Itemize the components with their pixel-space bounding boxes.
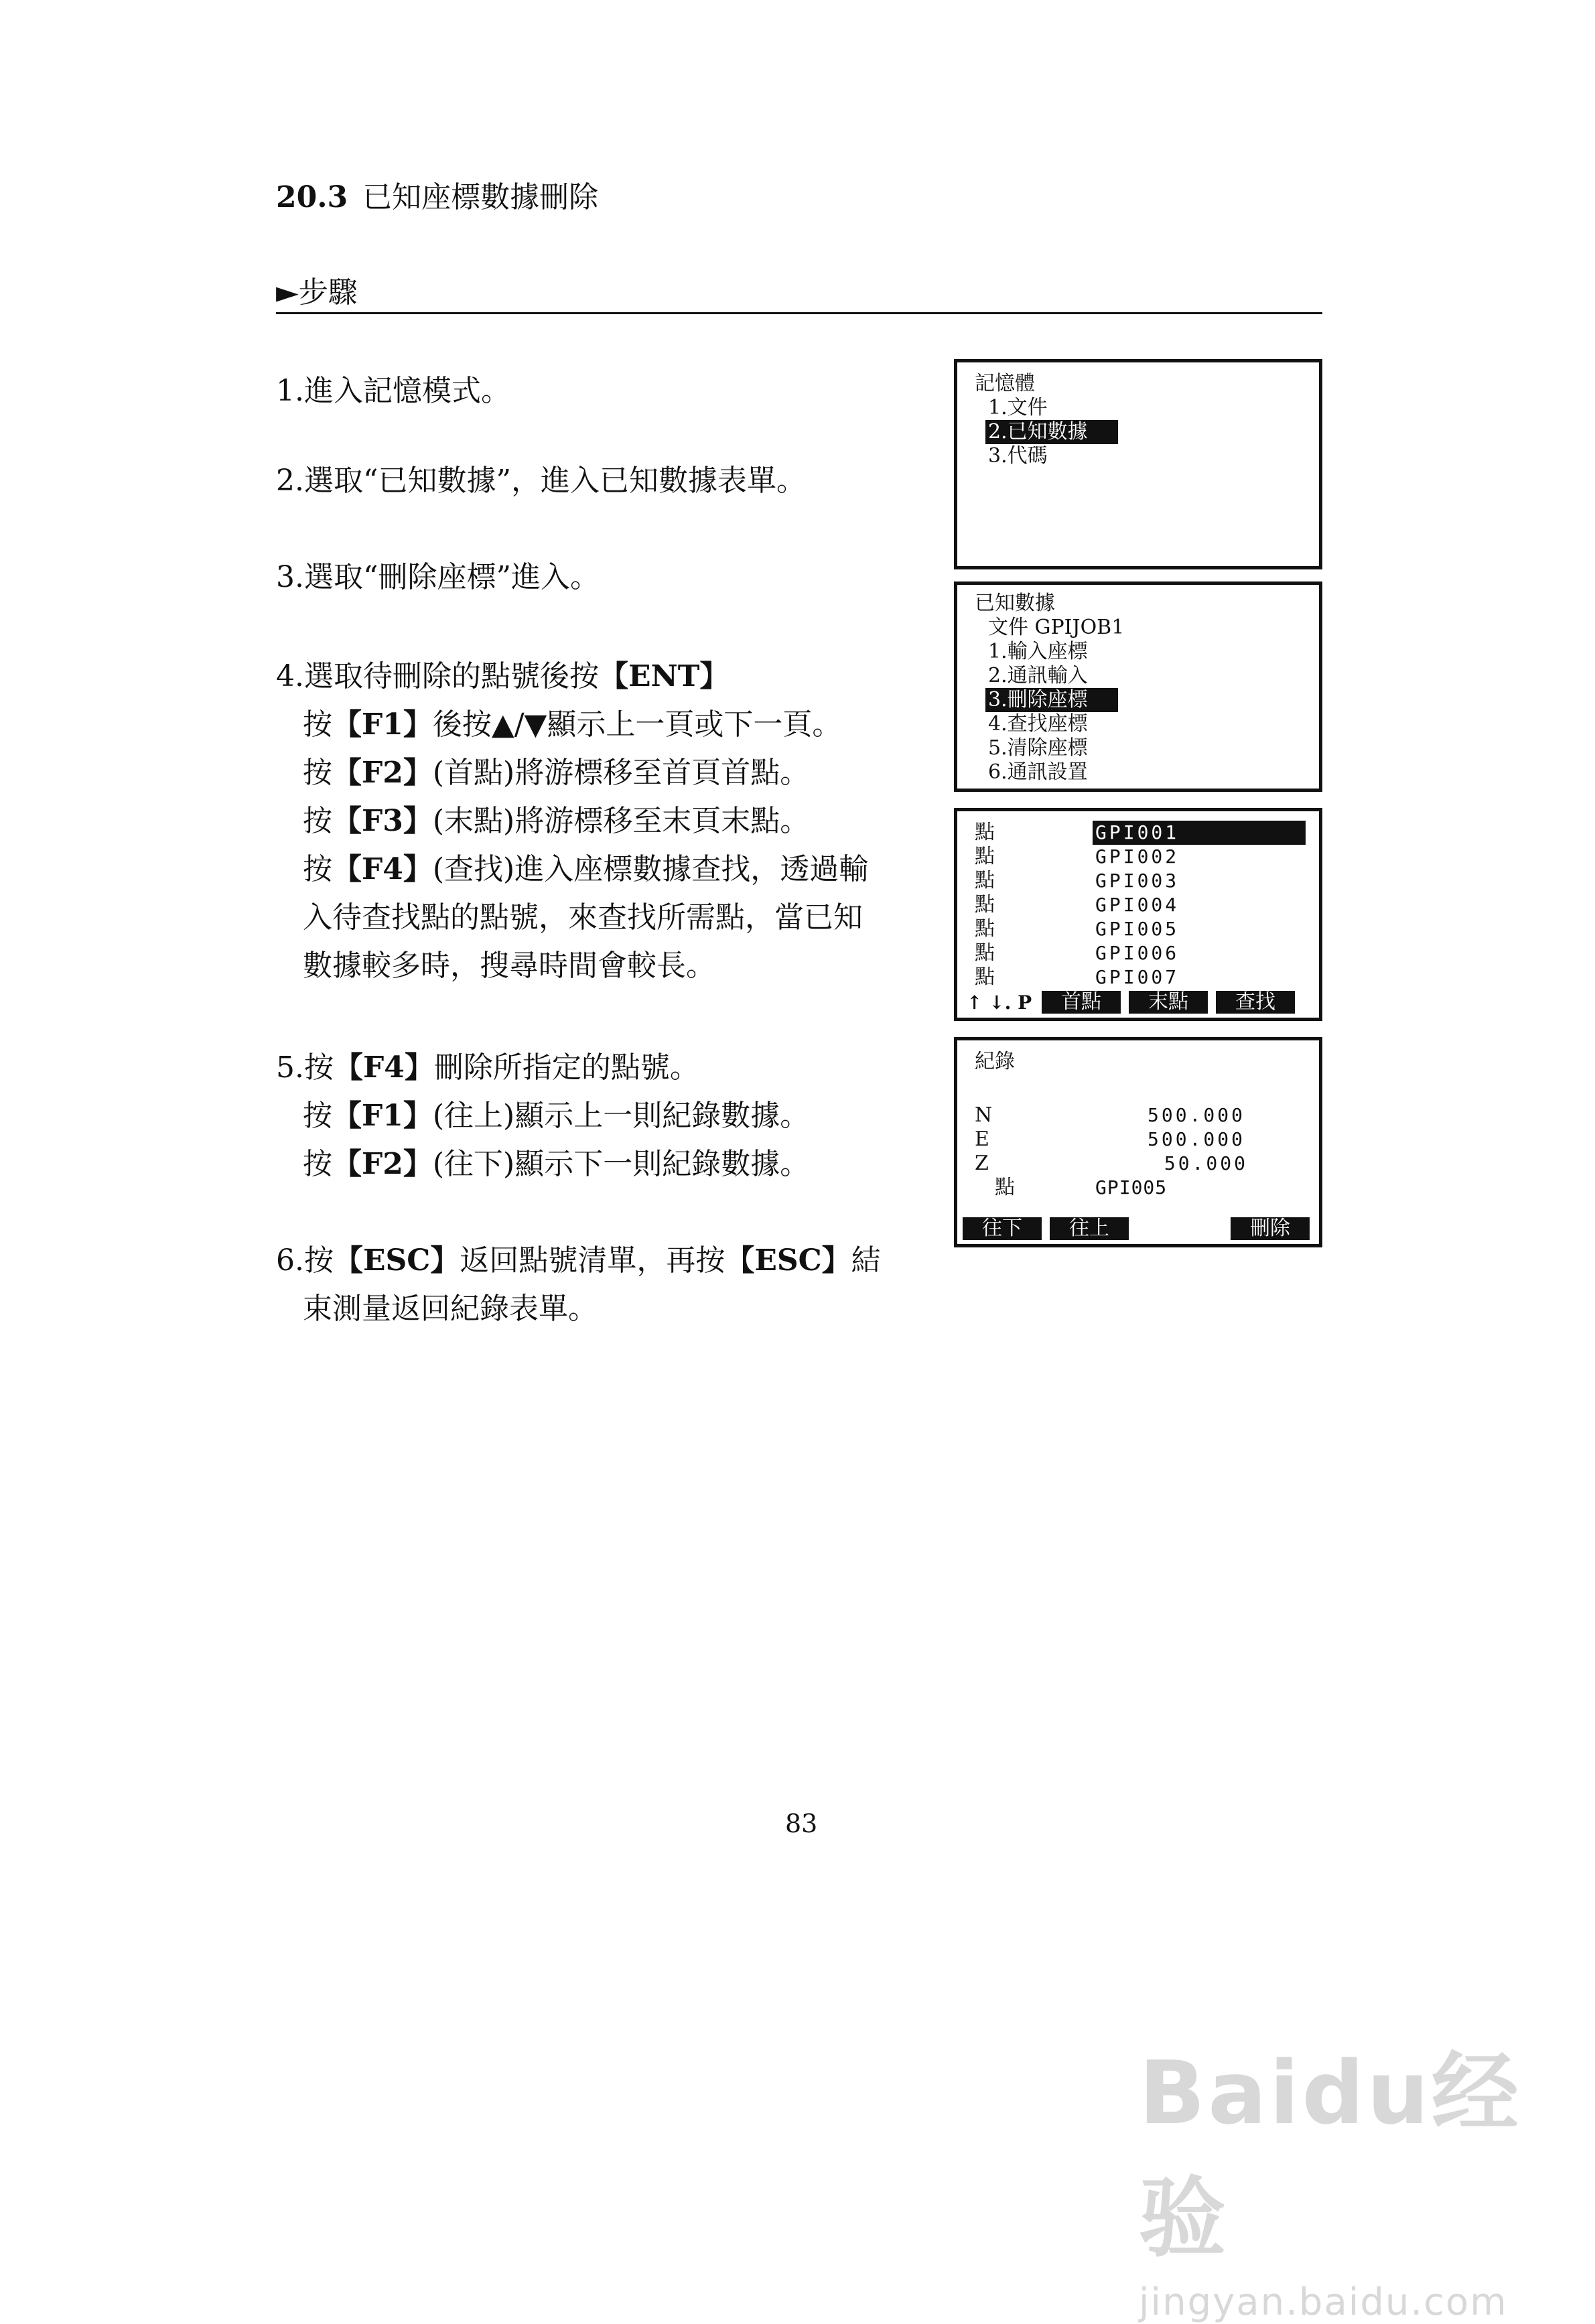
coord-value-e: 500.000: [1147, 1128, 1245, 1150]
point-id: GPI004: [1095, 894, 1180, 916]
softkey-last-point[interactable]: 末點: [1129, 991, 1208, 1014]
step-4: [276, 653, 932, 990]
screen-title: 紀錄: [975, 1050, 1015, 1073]
section-number: 20.3: [276, 180, 348, 214]
menu-item: 5.清除座標: [988, 736, 1088, 760]
menu-item: 2.通訊輸入: [988, 664, 1088, 687]
screen-title: 已知數據: [975, 592, 1055, 615]
point-label: 點: [975, 845, 995, 868]
menu-item: 1.輸入座標: [988, 640, 1088, 663]
step-line: 按【F2】(首點)將游標移至首頁首點。: [303, 756, 810, 790]
step-line: 按【F1】後按▲/▼顯示上一頁或下一頁。: [303, 707, 842, 742]
point-id: GPI003: [1095, 870, 1180, 892]
point-label: 點: [975, 941, 995, 965]
job-name: 文件 GPIJOB1: [988, 616, 1125, 639]
menu-item-selected: 3.刪除座標: [985, 688, 1118, 712]
point-label: 點: [975, 965, 995, 989]
step-line: 3.選取“刪除座標”進入。: [276, 560, 600, 594]
screen-memory-menu: [954, 359, 1322, 569]
point-id: GPI007: [1095, 966, 1180, 988]
step-line: 6.按【ESC】返回點號清單，再按【ESC】結: [276, 1243, 881, 1278]
step-line: 按【F3】(末點)將游標移至末頁末點。: [303, 804, 810, 838]
step-6: [276, 1237, 932, 1333]
point-id: GPI006: [1095, 942, 1180, 964]
step-line: 5.按【F4】刪除所指定的點號。: [276, 1050, 699, 1085]
heading-rule: [276, 312, 1322, 314]
step-line: 按【F2】(往下)顯示下一則紀錄數據。: [303, 1147, 810, 1181]
step-line: 1.進入記憶模式。: [276, 374, 510, 408]
menu-item-selected: 2.已知數據: [985, 420, 1118, 444]
step-line: 束測量返回紀錄表單。: [303, 1292, 598, 1326]
point-label: 點: [975, 869, 995, 892]
steps-label: ►步驟: [276, 275, 358, 310]
step-line: 數據較多時，搜尋時間會較長。: [303, 949, 715, 983]
baidu-watermark: [1139, 2023, 1595, 2324]
step-3: [276, 553, 932, 602]
coord-label-z: Z: [975, 1152, 989, 1175]
screen-title: 記憶體: [975, 372, 1035, 395]
step-1: [276, 367, 932, 415]
step-line: 入待查找點的點號，來查找所需點，當已知: [303, 900, 863, 935]
coord-value-z: 50.000: [1164, 1152, 1248, 1174]
screen-known-data-menu: [954, 582, 1322, 792]
watermark-url: jingyan.baidu.com: [1139, 2280, 1508, 2324]
point-label: 點: [975, 821, 995, 844]
point-label: 點: [995, 1176, 1015, 1199]
step-line: 按【F1】(往上)顯示上一則紀錄數據。: [303, 1099, 810, 1133]
point-label: 點: [975, 917, 995, 941]
point-id: GPI005: [1095, 1176, 1168, 1199]
coord-label-n: N: [975, 1103, 993, 1127]
point-id: GPI002: [1095, 845, 1180, 868]
step-line: 按【F4】(查找)進入座標數據查找，透過輸: [303, 852, 869, 886]
coord-value-n: 500.000: [1147, 1104, 1245, 1126]
watermark-brand: Baidu经验: [1139, 2042, 1521, 2269]
softkey-next[interactable]: 往下: [963, 1217, 1042, 1240]
point-id-selected: GPI001: [1093, 821, 1306, 845]
coord-label-e: E: [975, 1127, 989, 1151]
softkey-previous[interactable]: 往上: [1050, 1217, 1129, 1240]
section-heading: [276, 173, 598, 216]
screen-point-list: [954, 808, 1322, 1021]
step-5: [276, 1044, 932, 1188]
screen-record: [954, 1037, 1322, 1247]
step-line: 4.選取待刪除的點號後按【ENT】: [276, 659, 730, 693]
softkey-first-point[interactable]: 首點: [1042, 991, 1121, 1014]
point-label: 點: [975, 893, 995, 916]
step-2: [276, 457, 932, 505]
step-line: 2.選取“已知數據”，進入已知數據表單。: [276, 464, 806, 498]
softkey-find[interactable]: 查找: [1216, 991, 1295, 1014]
menu-item: 3.代碼: [988, 444, 1048, 468]
menu-item: 1.文件: [988, 396, 1048, 419]
page-number: 83: [785, 1809, 818, 1838]
point-id: GPI005: [1095, 918, 1180, 940]
section-title: 已知座標數據刪除: [362, 180, 599, 214]
menu-item: 4.查找座標: [988, 712, 1088, 736]
menu-item: 6.通訊設置: [988, 760, 1088, 784]
page-nav-indicator: ↑ ↓. P: [967, 992, 1032, 1014]
softkey-delete[interactable]: 刪除: [1231, 1217, 1310, 1240]
